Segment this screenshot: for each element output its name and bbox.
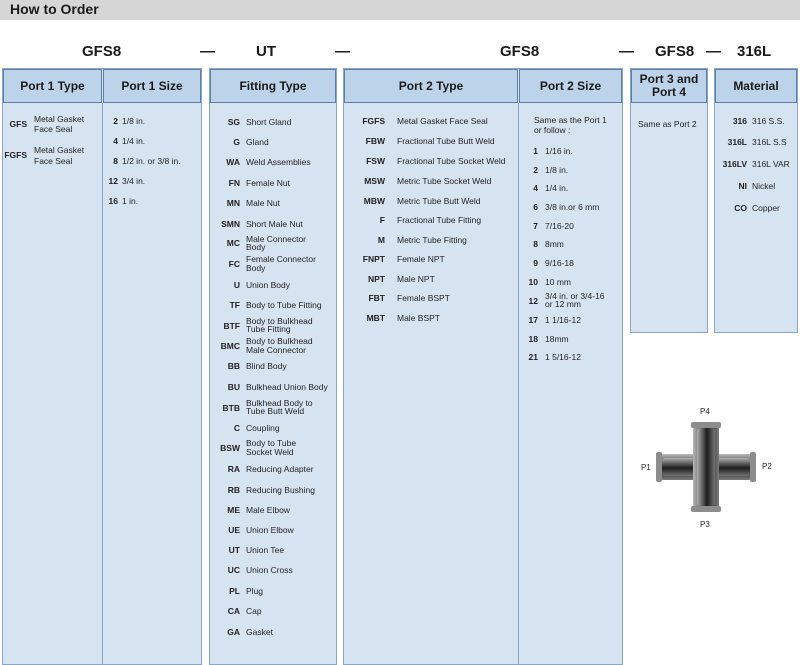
port2-size-desc: or 12 mm xyxy=(545,299,581,309)
fitting-code: UC xyxy=(227,565,240,575)
order-code-dash: — xyxy=(335,43,350,60)
material-desc: 316L S.S xyxy=(752,137,787,147)
header-port2-size: Port 2 Size xyxy=(519,69,622,103)
order-code-dash: — xyxy=(706,43,721,60)
material-desc: 316 S.S. xyxy=(752,116,785,126)
port2-size-code: 2 xyxy=(533,165,538,175)
header-port1-size: Port 1 Size xyxy=(103,69,201,103)
order-code-dash: — xyxy=(619,43,634,60)
port1-size-desc: 1 in. xyxy=(122,196,139,206)
port2-size-code: 8 xyxy=(533,239,538,249)
port2-size-code: 4 xyxy=(533,183,538,193)
fitting-desc: Short Gland xyxy=(246,117,292,127)
port2-size-desc: 3/8 in.or 6 mm xyxy=(545,202,600,212)
fitting-desc: Reducing Adapter xyxy=(246,464,314,474)
material-code: NI xyxy=(738,181,747,191)
port2-size-desc: 3/4 in. or 3/4-16 xyxy=(545,291,605,301)
port2-size-note: Same as the Port 1 xyxy=(534,115,607,125)
port2-type-code: FSW xyxy=(366,156,385,166)
order-code-fitting: UT xyxy=(256,43,276,60)
port2-type-desc: Fractional Tube Socket Weld xyxy=(397,156,506,166)
header-fitting-type: Fitting Type xyxy=(210,69,336,103)
port2-size-code: 21 xyxy=(528,352,538,362)
port2-type-code: NPT xyxy=(368,274,385,284)
port1-type-desc: Face Seal xyxy=(34,156,73,166)
order-code-row xyxy=(0,43,800,63)
material-desc: 316L VAR xyxy=(752,159,790,169)
port2-type-code: M xyxy=(377,235,385,245)
fitting-desc: Bulkhead Body to xyxy=(246,398,313,408)
port1-size-code: 8 xyxy=(113,156,118,166)
port1-size-code: 2 xyxy=(113,116,118,126)
port2-type-code: FNPT xyxy=(362,254,385,264)
port1-size-code: 16 xyxy=(108,196,118,206)
port2-type-desc: Fractional Tube Butt Weld xyxy=(397,136,495,146)
material-desc: Copper xyxy=(752,203,780,213)
port1-type-desc: Metal Gasket xyxy=(34,114,85,124)
fitting-code: BSW xyxy=(220,443,240,453)
fitting-desc: Body to Tube Fitting xyxy=(246,300,322,310)
port1-size-code: 4 xyxy=(113,136,118,146)
material-panel xyxy=(714,68,798,333)
fitting-code: BTB xyxy=(222,403,240,413)
fitting-desc: Union Elbow xyxy=(246,525,294,535)
fitting-code: BMC xyxy=(220,341,240,351)
port2-type-desc: Metal Gasket Face Seal xyxy=(397,116,488,126)
fitting-code: UE xyxy=(228,525,240,535)
port2-type-desc: Metric Tube Fitting xyxy=(397,235,467,245)
port2-type-code: FBT xyxy=(368,293,385,303)
fitting-desc: Body to Tube xyxy=(246,438,297,448)
port2-size-code: 9 xyxy=(533,258,538,268)
fitting-code: UT xyxy=(228,545,240,555)
port2-size-desc: 1/4 in. xyxy=(545,183,569,193)
fitting-desc: Union Tee xyxy=(246,545,285,555)
port-label-p2: P2 xyxy=(762,462,772,471)
port2-size-code: 18 xyxy=(528,334,538,344)
port1-type-desc: Face Seal xyxy=(34,124,73,134)
fitting-desc: Body to Bulkhead xyxy=(246,316,313,326)
fitting-desc: Blind Body xyxy=(246,361,287,371)
port2-size-code: 6 xyxy=(533,202,538,212)
header-port34-line2: Port 4 xyxy=(651,85,686,99)
fitting-desc: Reducing Bushing xyxy=(246,485,315,495)
column-divider xyxy=(518,103,519,664)
port2-type-desc: Male NPT xyxy=(397,274,435,284)
fitting-code: FN xyxy=(228,178,240,188)
port2-size-desc: 7/16-20 xyxy=(545,221,574,231)
port2-type-code: MBW xyxy=(363,196,385,206)
port2-type-desc: Fractional Tube Fitting xyxy=(397,215,482,225)
port2-size-desc: 8mm xyxy=(545,239,564,249)
fitting-code: WA xyxy=(226,157,240,167)
port2-type-desc: Metric Tube Butt Weld xyxy=(397,196,481,206)
port2-type-code: FBW xyxy=(365,136,385,146)
fitting-desc: Short Male Nut xyxy=(246,219,303,229)
port2-size-code: 17 xyxy=(528,315,538,325)
fitting-code: PL xyxy=(229,586,240,596)
fitting-desc: Union Cross xyxy=(246,565,293,575)
port1-size-desc: 1/8 in. xyxy=(122,116,146,126)
fitting-code: TF xyxy=(229,300,240,310)
port2-size-desc: 10 mm xyxy=(545,277,571,287)
header-material: Material xyxy=(715,69,797,103)
fitting-code: GA xyxy=(227,627,240,637)
fitting-code: MN xyxy=(226,198,240,208)
port2-type-desc: Female NPT xyxy=(397,254,445,264)
fitting-code: G xyxy=(233,137,240,147)
fitting-desc: Body xyxy=(246,263,266,273)
port2-size-code: 10 xyxy=(528,277,538,287)
fitting-code: RB xyxy=(227,485,240,495)
column-divider xyxy=(102,103,103,664)
fitting-desc: Gland xyxy=(246,137,269,147)
port2-type-code: MBT xyxy=(366,313,385,323)
header-port34 xyxy=(631,69,707,103)
port2-size-desc: 1 5/16-12 xyxy=(545,352,581,362)
fitting-desc: Male Connector xyxy=(246,234,307,244)
order-code-material: 316L xyxy=(737,43,772,60)
fitting-desc: Male Connector xyxy=(246,345,307,355)
port2-type-code: MSW xyxy=(364,176,385,186)
material-code: 316L xyxy=(727,137,747,147)
port-label-p3: P3 xyxy=(700,520,710,529)
port2-size-desc: 1 1/16-12 xyxy=(545,315,581,325)
order-code-port34: GFS8 xyxy=(655,43,695,60)
fitting-desc: Female Nut xyxy=(246,178,290,188)
fitting-code: BTF xyxy=(223,321,240,331)
fitting-desc: Tube Butt Weld xyxy=(246,406,305,416)
port1-type-code: FGFS xyxy=(4,150,27,160)
fitting-code: C xyxy=(233,423,240,433)
port1-type-code: GFS xyxy=(9,119,27,129)
material-code: 316 xyxy=(732,116,747,126)
fitting-code: RA xyxy=(227,464,240,474)
fitting-desc: Plug xyxy=(246,586,264,596)
material-desc: Nickel xyxy=(752,181,776,191)
port2-type-desc: Female BSPT xyxy=(397,293,450,303)
fitting-desc: Union Body xyxy=(246,280,290,290)
fitting-code: MC xyxy=(226,238,240,248)
port34-panel xyxy=(630,68,708,333)
header-port2-type: Port 2 Type xyxy=(344,69,518,103)
port-label-p4: P4 xyxy=(700,407,710,416)
fitting-code: SG xyxy=(227,117,240,127)
fitting-desc: Coupling xyxy=(246,423,280,433)
port34-note: Same as Port 2 xyxy=(638,119,697,129)
fitting-desc: Gasket xyxy=(246,627,273,637)
material-code: 316LV xyxy=(722,159,747,169)
fitting-code: SMN xyxy=(221,219,240,229)
port2-type-code: FGFS xyxy=(362,116,385,126)
port1-size-desc: 1/2 in. or 3/8 in. xyxy=(122,156,181,166)
fitting-desc: Tube Fitting xyxy=(246,324,291,334)
port1-type-desc: Metal Gasket xyxy=(34,145,85,155)
port1-size-code: 12 xyxy=(108,176,118,186)
fitting-desc: Male Elbow xyxy=(246,505,290,515)
page-title: How to Order xyxy=(10,1,99,17)
port2-size-code: 12 xyxy=(528,296,538,306)
port2-size-desc: 18mm xyxy=(545,334,569,344)
cross-fitting-icon xyxy=(654,420,758,514)
fitting-desc: Body to Bulkhead xyxy=(246,336,313,346)
fitting-code: FC xyxy=(228,259,240,269)
port2-type-code: F xyxy=(379,215,385,225)
fitting-desc: Female Connector xyxy=(246,254,316,264)
fitting-desc: Weld Assemblies xyxy=(246,157,311,167)
order-code-port1: GFS8 xyxy=(82,43,122,60)
fitting-desc: Socket Weld xyxy=(246,447,294,457)
fitting-desc: Bulkhead Union Body xyxy=(246,382,328,392)
fitting-code: U xyxy=(233,280,240,290)
port2-size-desc: 1/8 in. xyxy=(545,165,569,175)
port2-size-desc: 9/16-18 xyxy=(545,258,574,268)
order-code-dash: — xyxy=(200,43,215,60)
fitting-code: CA xyxy=(227,606,240,616)
port2-type-desc: Metric Tube Socket Weld xyxy=(397,176,492,186)
header-port1-type: Port 1 Type xyxy=(3,69,102,103)
port2-size-code: 1 xyxy=(533,146,538,156)
order-code-port2: GFS8 xyxy=(500,43,540,60)
fitting-code: BU xyxy=(227,382,240,392)
fitting-code: BB xyxy=(227,361,240,371)
header-port34-line1: Port 3 and xyxy=(639,72,699,86)
port2-size-code: 7 xyxy=(533,221,538,231)
title-bar xyxy=(0,0,800,20)
fitting-desc: Body xyxy=(246,242,266,252)
material-code: CO xyxy=(734,203,747,213)
port2-type-desc: Male BSPT xyxy=(397,313,440,323)
port2-size-note: or follow : xyxy=(534,125,571,135)
port-label-p1: P1 xyxy=(641,463,651,472)
port2-size-desc: 1/16 in. xyxy=(545,146,573,156)
fitting-desc: Cap xyxy=(246,606,262,616)
port1-size-desc: 3/4 in. xyxy=(122,176,146,186)
fitting-desc: Male Nut xyxy=(246,198,281,208)
fitting-code: ME xyxy=(227,505,240,515)
port1-size-desc: 1/4 in. xyxy=(122,136,146,146)
